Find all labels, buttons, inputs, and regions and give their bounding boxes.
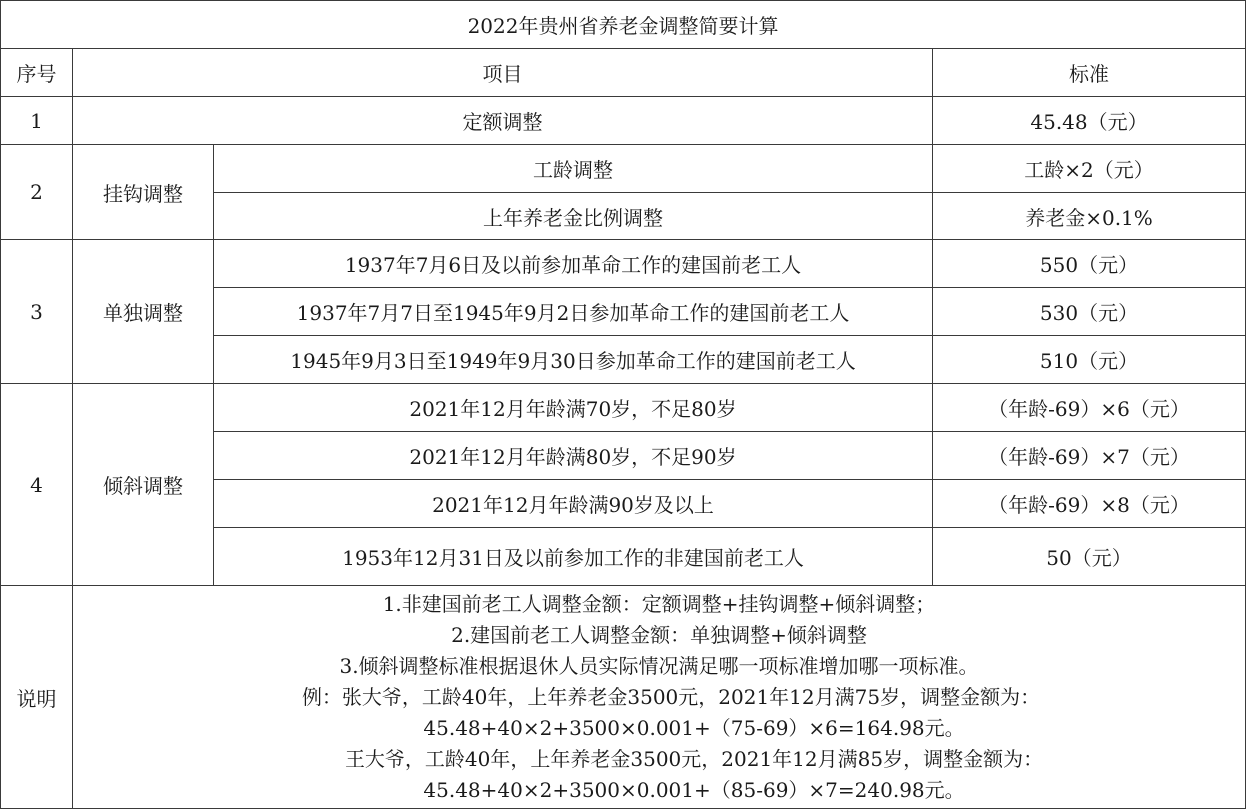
row-3-sub-3-standard: 510（元） — [933, 336, 1246, 384]
header-standard: 标准 — [933, 49, 1246, 97]
example-formula: 45.48+40×2+3500×0.001+（75-69）×6=164.98元。 — [423, 715, 965, 740]
row-3-category: 单独调整 — [73, 240, 214, 384]
row-2-sub-2-standard: 养老金×0.1% — [933, 193, 1246, 240]
row-3-sub-1-standard: 550（元） — [933, 240, 1246, 288]
notes-label: 说明 — [1, 586, 73, 809]
row-3-sub-3-item: 1945年9月3日至1949年9月30日参加革命工作的建国前老工人 — [214, 336, 933, 384]
row-3-seq: 3 — [1, 240, 73, 384]
row-3-sub-2-standard: 530（元） — [933, 288, 1246, 336]
example-line: 例：张大爷，工龄40年，上年养老金3500元，2021年12月满75岁，调整金额为： — [301, 684, 1041, 709]
notes-body — [73, 586, 1246, 809]
row-4-seq: 4 — [1, 384, 73, 586]
row-2-sub-2-item: 上年养老金比例调整 — [214, 193, 933, 240]
row-4-sub-3-item: 2021年12月年龄满90岁及以上 — [214, 480, 933, 528]
row-1-item: 定额调整 — [73, 97, 933, 145]
row-4-sub-1-item: 2021年12月年龄满70岁，不足80岁 — [214, 384, 933, 432]
note-line: 1.非建国前老工人调整金额：定额调整+挂钩调整+倾斜调整； — [382, 591, 936, 616]
example-line: 王大爷，工龄40年，上年养老金3500元，2021年12月满85岁，调整金额为： — [344, 746, 1044, 771]
row-3-sub-2-item: 1937年7月7日至1945年9月2日参加革命工作的建国前老工人 — [214, 288, 933, 336]
row-2-seq: 2 — [1, 145, 73, 240]
row-2-category: 挂钩调整 — [73, 145, 214, 240]
row-4-category: 倾斜调整 — [73, 384, 214, 586]
header-seq: 序号 — [1, 49, 73, 97]
row-4-sub-2-item: 2021年12月年龄满80岁，不足90岁 — [214, 432, 933, 480]
note-line: 2.建国前老工人调整金额：单独调整+倾斜调整 — [451, 622, 867, 647]
note-line: 3.倾斜调整标准根据退休人员实际情况满足哪一项标准增加哪一项标准。 — [339, 653, 979, 678]
row-4-sub-1-standard: （年龄-69）×6（元） — [933, 384, 1246, 432]
example-formula: 45.48+40×2+3500×0.001+（85-69）×7=240.98元。 — [423, 777, 965, 802]
header-item: 项目 — [73, 49, 933, 97]
row-1-standard: 45.48（元） — [933, 97, 1246, 145]
row-2-sub-1-item: 工龄调整 — [214, 145, 933, 193]
row-2-sub-1-standard: 工龄×2（元） — [933, 145, 1246, 193]
row-4-sub-4-standard: 50（元） — [933, 528, 1246, 586]
table-title: 2022年贵州省养老金调整简要计算 — [1, 1, 1246, 49]
row-1-seq: 1 — [1, 97, 73, 145]
row-4-sub-4-item: 1953年12月31日及以前参加工作的非建国前老工人 — [214, 528, 933, 586]
row-3-sub-1-item: 1937年7月6日及以前参加革命工作的建国前老工人 — [214, 240, 933, 288]
row-4-sub-3-standard: （年龄-69）×8（元） — [933, 480, 1246, 528]
row-4-sub-2-standard: （年龄-69）×7（元） — [933, 432, 1246, 480]
